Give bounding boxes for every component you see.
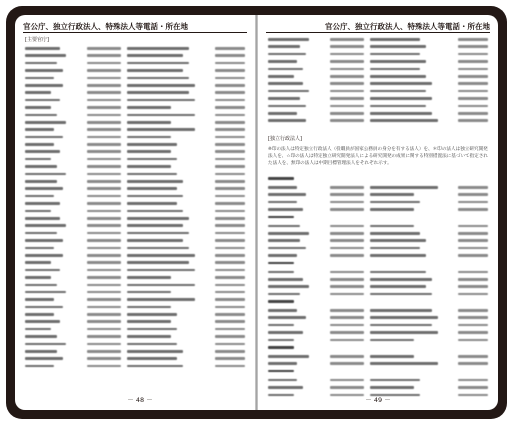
directory-row — [268, 237, 490, 244]
directory-row — [25, 311, 247, 318]
directory-row — [268, 245, 490, 252]
directory-row — [25, 45, 247, 52]
directory-row — [25, 67, 247, 74]
directory-row — [268, 206, 490, 213]
directory-row — [25, 112, 247, 119]
directory-row — [25, 171, 247, 178]
directory-row — [268, 184, 490, 191]
directory-row — [25, 304, 247, 311]
left-directory-list — [25, 45, 247, 370]
directory-row — [268, 260, 490, 269]
directory-row — [268, 291, 490, 298]
directory-row — [268, 337, 490, 344]
left-running-title: 官公庁、独立行政法人、特殊法人等電話・所在地 — [23, 22, 188, 31]
directory-row — [25, 296, 247, 303]
directory-row — [268, 73, 490, 80]
directory-row — [268, 175, 490, 184]
directory-row — [25, 126, 247, 133]
directory-row — [25, 208, 247, 215]
directory-row — [25, 259, 247, 266]
directory-row — [25, 333, 247, 340]
directory-row — [268, 51, 490, 58]
directory-row — [268, 103, 490, 110]
directory-row — [25, 326, 247, 333]
left-header-rule — [23, 32, 247, 33]
directory-row — [25, 282, 247, 289]
directory-row — [268, 314, 490, 321]
right-header-rule — [266, 32, 490, 33]
directory-row — [25, 193, 247, 200]
directory-row — [268, 43, 490, 50]
directory-row — [268, 230, 490, 237]
directory-row — [268, 252, 490, 259]
book-spread — [15, 15, 498, 410]
directory-row — [268, 322, 490, 329]
directory-row — [268, 329, 490, 336]
directory-row — [25, 215, 247, 222]
directory-row — [25, 52, 247, 59]
directory-row — [268, 307, 490, 314]
directory-row — [268, 117, 490, 124]
directory-row — [25, 252, 247, 259]
right-page — [258, 15, 498, 410]
directory-row — [25, 230, 247, 237]
right-directory-list-bottom — [268, 175, 490, 399]
directory-row — [25, 318, 247, 325]
directory-row — [268, 80, 490, 87]
directory-row — [268, 269, 490, 276]
directory-row — [25, 341, 247, 348]
directory-row — [25, 82, 247, 89]
directory-row — [268, 360, 490, 367]
directory-row — [268, 88, 490, 95]
directory-row — [25, 289, 247, 296]
directory-row — [25, 75, 247, 82]
book-frame — [6, 6, 507, 419]
directory-row — [25, 119, 247, 126]
directory-row — [25, 89, 247, 96]
directory-row — [25, 222, 247, 229]
directory-row — [25, 200, 247, 207]
directory-row — [268, 298, 490, 307]
directory-row — [268, 58, 490, 65]
directory-row — [25, 274, 247, 281]
directory-row — [25, 134, 247, 141]
left-section-label: [主要官庁] — [25, 37, 49, 43]
directory-row — [25, 267, 247, 274]
directory-row — [268, 214, 490, 223]
directory-row — [268, 199, 490, 206]
directory-row — [268, 276, 490, 283]
directory-row — [25, 60, 247, 67]
directory-row — [25, 148, 247, 155]
directory-row — [268, 377, 490, 384]
directory-row — [25, 156, 247, 163]
directory-row — [268, 283, 490, 290]
directory-row — [268, 384, 490, 391]
directory-row — [25, 355, 247, 362]
directory-row — [25, 245, 247, 252]
right-section-label: [独立行政法人] — [268, 136, 302, 142]
directory-row — [268, 344, 490, 353]
directory-row — [268, 223, 490, 230]
directory-row — [25, 185, 247, 192]
directory-row — [25, 237, 247, 244]
directory-row — [25, 97, 247, 104]
right-running-title: 官公庁、独立行政法人、特殊法人等電話・所在地 — [325, 22, 490, 31]
directory-row — [268, 191, 490, 198]
directory-row — [268, 95, 490, 102]
directory-row — [268, 36, 490, 43]
directory-row — [25, 163, 247, 170]
directory-row — [25, 104, 247, 111]
left-page — [15, 15, 255, 410]
left-page-number: － 48 － — [127, 396, 153, 404]
right-directory-list-top — [268, 36, 490, 125]
directory-row — [268, 353, 490, 360]
directory-row — [25, 348, 247, 355]
directory-row — [268, 66, 490, 73]
directory-row — [25, 141, 247, 148]
right-page-number: － 49 － — [365, 396, 391, 404]
directory-row — [268, 368, 490, 377]
directory-row — [25, 178, 247, 185]
directory-row — [268, 110, 490, 117]
directory-row — [25, 363, 247, 370]
right-section-note: ※印の法人は特定独立行政法人（役職員が国家公務員の身分を有する法人）を、＊印の法人は独立研究開発法人を、☆印の法人は特定独立研究開発法人による研究開発の成果に関する特別措置法に基づいて指定された法人を、無印の法人は中期目標管理法人をそれぞれ示す。 — [268, 147, 489, 167]
